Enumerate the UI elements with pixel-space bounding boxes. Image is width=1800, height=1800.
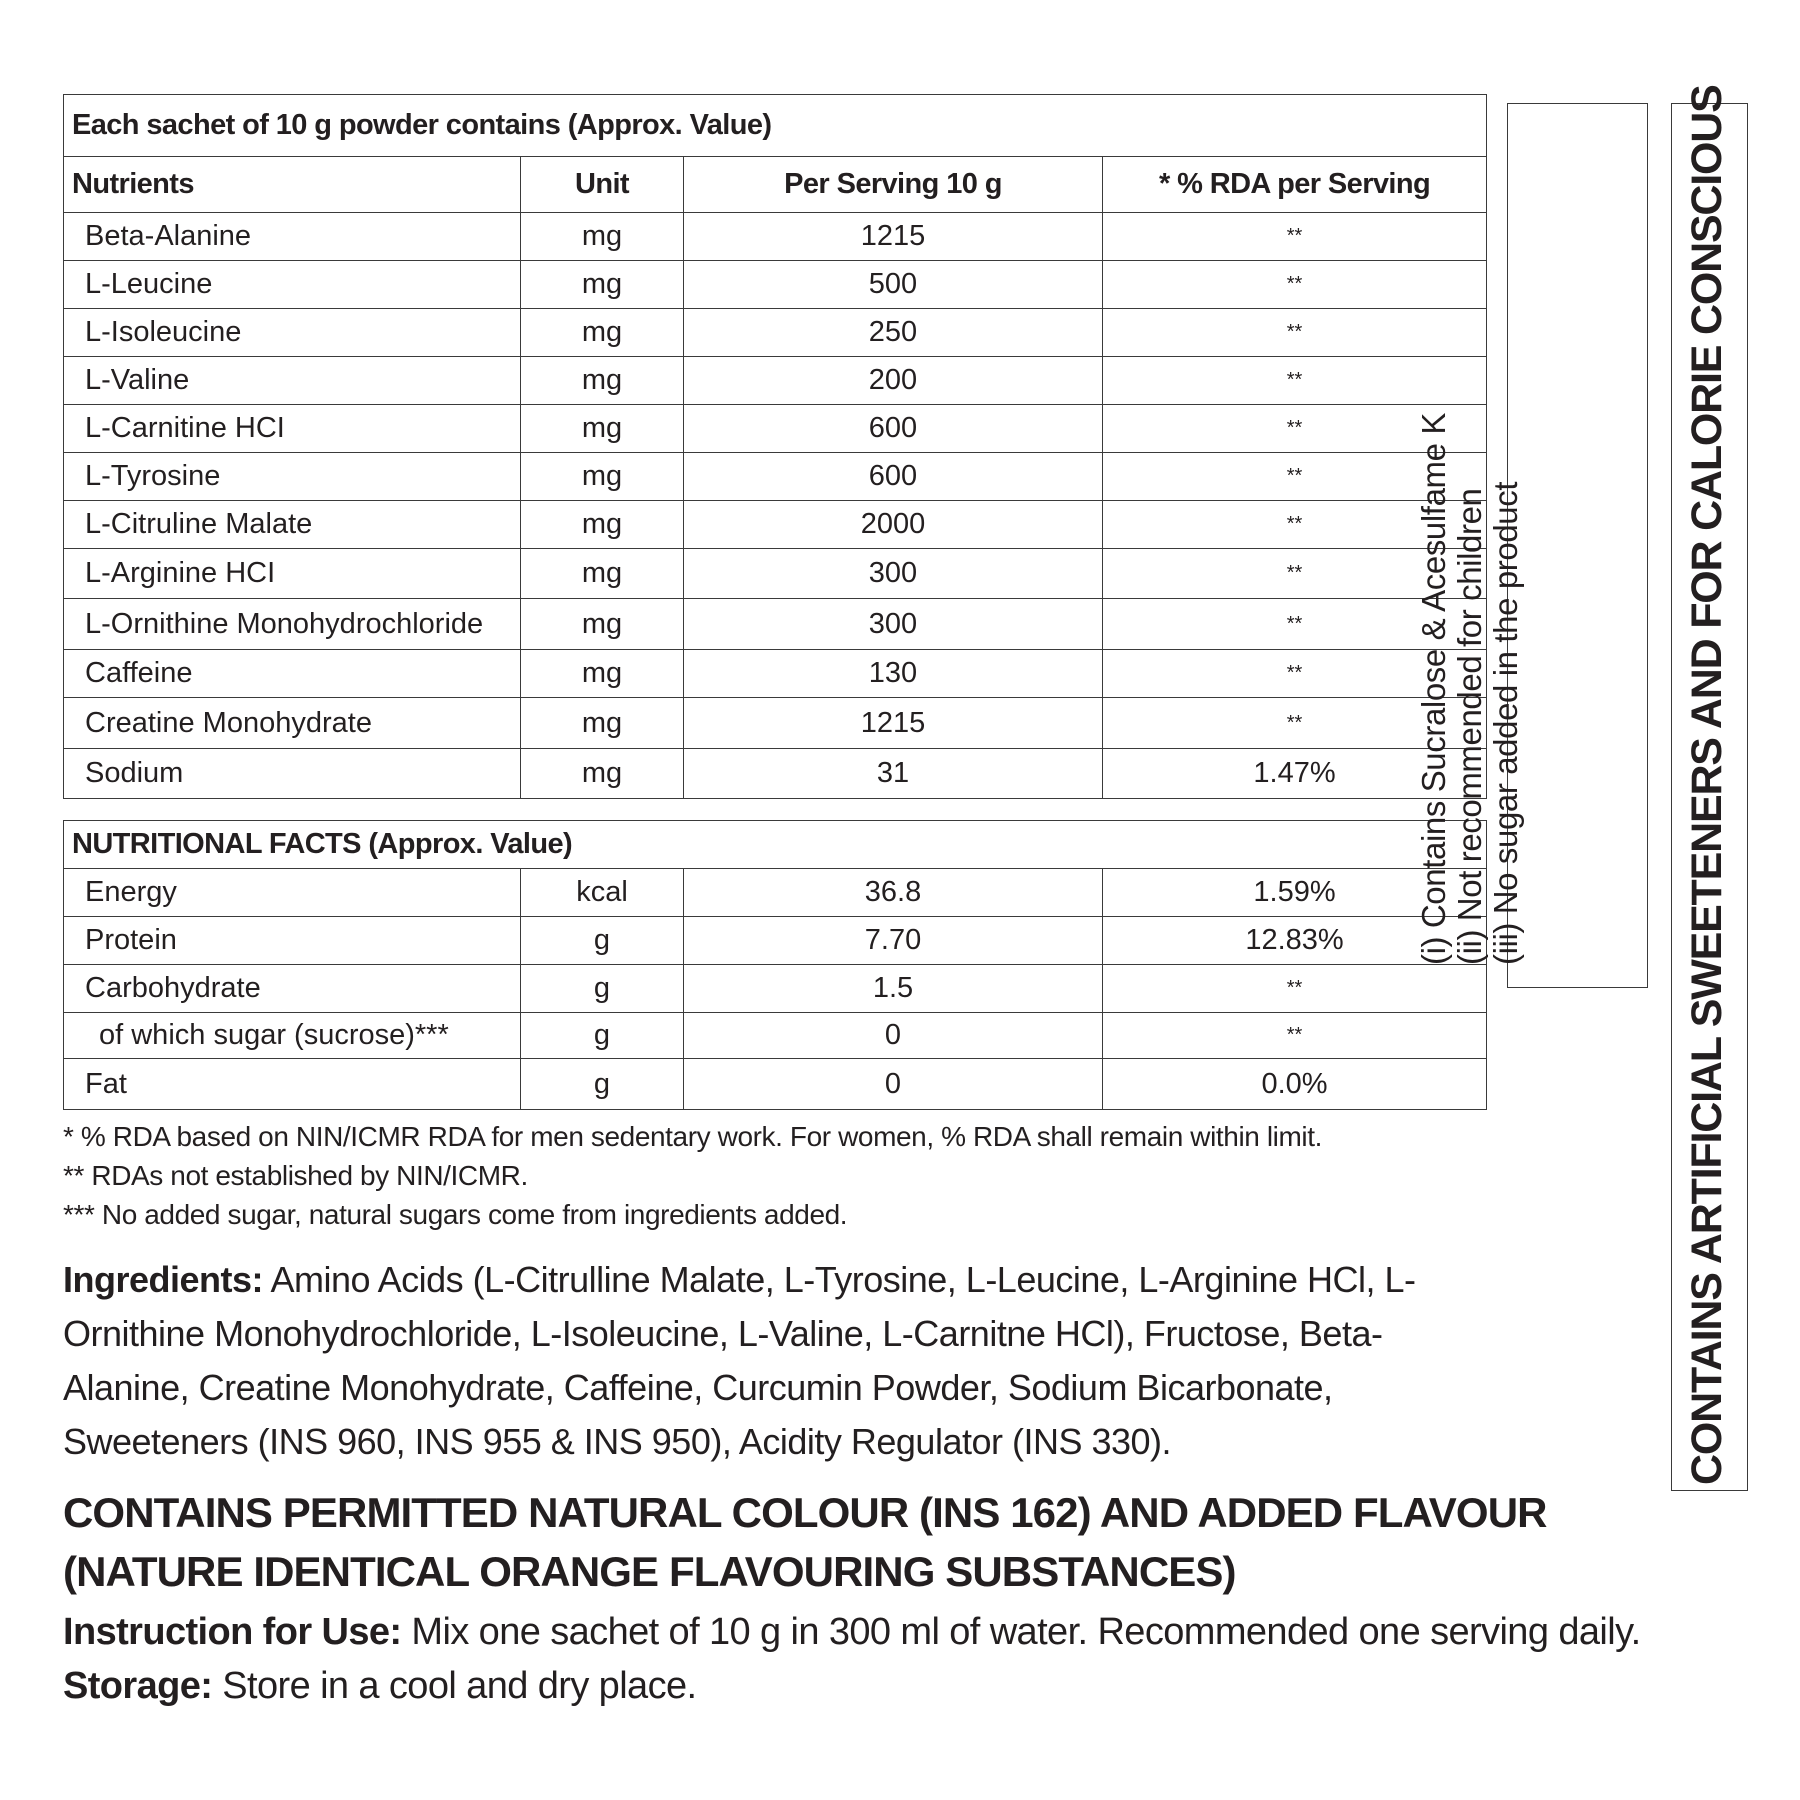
storage xyxy=(63,1659,1763,1713)
side-note: (ii) Not recommended for children xyxy=(1451,488,1488,965)
nutrient-unit: g xyxy=(521,1013,684,1059)
nutrient-rda: 1.47% xyxy=(1103,749,1487,799)
header-rda: * % RDA per Serving xyxy=(1103,157,1487,213)
table-row xyxy=(64,698,1487,749)
nutrient-table xyxy=(63,94,1487,799)
storage-text: Store in a cool and dry place. xyxy=(212,1665,697,1707)
nutrient-unit: mg xyxy=(521,650,684,698)
nutrient-rda: 0.0% xyxy=(1103,1059,1487,1110)
nutrient-unit: mg xyxy=(521,549,684,599)
nutrient-name: Carbohydrate xyxy=(64,965,521,1013)
nutrient-rda: ** xyxy=(1103,309,1487,357)
side-notes-box xyxy=(1415,103,1648,988)
nutrient-value: 130 xyxy=(684,650,1103,698)
nutrient-value: 0 xyxy=(684,1059,1103,1110)
nutrient-name: of which sugar (sucrose)*** xyxy=(64,1013,521,1059)
nutrient-value: 7.70 xyxy=(684,917,1103,965)
nutrient-unit: mg xyxy=(521,357,684,405)
table-row xyxy=(64,405,1487,453)
nutrient-rda: ** xyxy=(1103,1013,1487,1059)
table-row xyxy=(64,549,1487,599)
footnotes xyxy=(63,1117,1503,1234)
nutrient-rda: ** xyxy=(1103,698,1487,749)
nutrient-value: 300 xyxy=(684,549,1103,599)
table-row xyxy=(64,1059,1487,1110)
nutrient-rda: 1.59% xyxy=(1103,869,1487,917)
nutrient-unit: mg xyxy=(521,213,684,261)
footnote: ** RDAs not established by NIN/ICMR. xyxy=(63,1160,528,1191)
nutrient-value: 500 xyxy=(684,261,1103,309)
nutrient-value: 600 xyxy=(684,405,1103,453)
nutritional-facts-table xyxy=(63,820,1487,1110)
nutrient-unit: mg xyxy=(521,405,684,453)
nutrient-unit: mg xyxy=(521,309,684,357)
nutrient-unit: mg xyxy=(521,749,684,799)
table-row xyxy=(64,869,1487,917)
nutrient-value: 2000 xyxy=(684,501,1103,549)
nutrient-unit: g xyxy=(521,917,684,965)
nutrient-name: L-Citruline Malate xyxy=(64,501,521,549)
nutrient-value: 200 xyxy=(684,357,1103,405)
side-note: (i) Contains Sucralose & Acesulfame K xyxy=(1415,413,1452,965)
footnote: * % RDA based on NIN/ICMR RDA for men sedentary work. For women, % RDA shall remain within limit. xyxy=(63,1121,1322,1152)
nutrient-name: L-Arginine HCI xyxy=(64,549,521,599)
nutrient-name: Sodium xyxy=(64,749,521,799)
table-row xyxy=(64,965,1487,1013)
nutrient-rda: ** xyxy=(1103,357,1487,405)
nutrient-rda: ** xyxy=(1103,213,1487,261)
header-nutrients: Nutrients xyxy=(64,157,521,213)
colour-statement xyxy=(63,1483,1547,1601)
ingredients-text: Amino Acids (L-Citrulline Malate, L-Tyrosine, L-Leucine, L-Arginine HCl, L-Ornithine Monohydrochloride, L-Isoleucine, L-Valine, L-Carnitne HCl), Fructose, Beta-Alanine, Creatine Monohydrate, Caffeine, Curcumin Powder, Sodium Bicarbonate, Sweeteners (INS 960, INS 955 & INS 950), Acidity Regulator (INS 330). xyxy=(63,1259,1416,1462)
nutrient-table-caption: Each sachet of 10 g powder contains (Approx. Value) xyxy=(64,95,1487,157)
instruction-label: Instruction for Use: xyxy=(63,1611,402,1653)
nutrient-name: Fat xyxy=(64,1059,521,1110)
nutrient-value: 1.5 xyxy=(684,965,1103,1013)
nutrient-rda: ** xyxy=(1103,549,1487,599)
header-per-serving: Per Serving 10 g xyxy=(684,157,1103,213)
colour-statement-line: (NATURE IDENTICAL ORANGE FLAVOURING SUBSTANCES) xyxy=(63,1548,1236,1595)
nutrient-rda: ** xyxy=(1103,650,1487,698)
table-row xyxy=(64,749,1487,799)
footnote: *** No added sugar, natural sugars come from ingredients added. xyxy=(63,1199,848,1230)
table-row xyxy=(64,309,1487,357)
side-banner-box xyxy=(1671,85,1748,1491)
nutrient-rda: 12.83% xyxy=(1103,917,1487,965)
nutrient-unit: mg xyxy=(521,453,684,501)
nutrient-table-body xyxy=(64,213,1487,799)
nutrient-unit: mg xyxy=(521,698,684,749)
table-row xyxy=(64,599,1487,650)
nutrient-name: L-Leucine xyxy=(64,261,521,309)
table-row xyxy=(64,357,1487,405)
nutrient-name: L-Isoleucine xyxy=(64,309,521,357)
side-banner: CONTAINS ARTIFICIAL SWEETENERS AND FOR CALORIE CONSCIOUS xyxy=(1683,85,1731,1485)
nutrient-name: Protein xyxy=(64,917,521,965)
nutrient-name: Creatine Monohydrate xyxy=(64,698,521,749)
nutrient-value: 31 xyxy=(684,749,1103,799)
table-row xyxy=(64,1013,1487,1059)
side-note: (iii) No sugar added in the product xyxy=(1487,481,1524,965)
nutrient-name: Caffeine xyxy=(64,650,521,698)
nutrient-value: 300 xyxy=(684,599,1103,650)
header-unit: Unit xyxy=(521,157,684,213)
nutrient-rda: ** xyxy=(1103,965,1487,1013)
nutrient-rda: ** xyxy=(1103,261,1487,309)
table-row xyxy=(64,261,1487,309)
table-row xyxy=(64,917,1487,965)
nutrient-unit: g xyxy=(521,965,684,1013)
side-notes xyxy=(1416,105,1524,965)
table-row xyxy=(64,650,1487,698)
nutrient-table-header xyxy=(64,157,1487,213)
instruction-for-use xyxy=(63,1605,1763,1659)
colour-statement-line: CONTAINS PERMITTED NATURAL COLOUR (INS 162) AND ADDED FLAVOUR xyxy=(63,1489,1547,1536)
ingredients xyxy=(63,1253,1503,1469)
nutrient-name: Beta-Alanine xyxy=(64,213,521,261)
nutrient-unit: mg xyxy=(521,261,684,309)
nutrient-name: L-Carnitine HCI xyxy=(64,405,521,453)
nutrient-unit: mg xyxy=(521,599,684,650)
nutrient-name: L-Ornithine Monohydrochloride xyxy=(64,599,521,650)
nutrient-name: Energy xyxy=(64,869,521,917)
nutrient-rda: ** xyxy=(1103,599,1487,650)
nutrient-rda: ** xyxy=(1103,405,1487,453)
storage-label: Storage: xyxy=(63,1665,213,1707)
table-row xyxy=(64,501,1487,549)
nutrient-value: 1215 xyxy=(684,698,1103,749)
nutrient-unit: kcal xyxy=(521,869,684,917)
nutrient-name: L-Valine xyxy=(64,357,521,405)
nutritional-facts-body xyxy=(64,869,1487,1110)
nutrient-value: 1215 xyxy=(684,213,1103,261)
usage-info xyxy=(63,1605,1763,1713)
nutrient-rda: ** xyxy=(1103,453,1487,501)
nutrient-name: L-Tyrosine xyxy=(64,453,521,501)
instruction-text: Mix one sachet of 10 g in 300 ml of water. Recommended one serving daily. xyxy=(401,1611,1641,1653)
nutrient-value: 600 xyxy=(684,453,1103,501)
nutrient-unit: mg xyxy=(521,501,684,549)
nutrient-value: 36.8 xyxy=(684,869,1103,917)
table-row xyxy=(64,213,1487,261)
nutritional-facts-caption: NUTRITIONAL FACTS (Approx. Value) xyxy=(64,821,1487,869)
nutrient-unit: g xyxy=(521,1059,684,1110)
nutrient-rda: ** xyxy=(1103,501,1487,549)
table-row xyxy=(64,453,1487,501)
nutrient-value: 0 xyxy=(684,1013,1103,1059)
nutrient-value: 250 xyxy=(684,309,1103,357)
ingredients-label: Ingredients: xyxy=(63,1259,264,1300)
